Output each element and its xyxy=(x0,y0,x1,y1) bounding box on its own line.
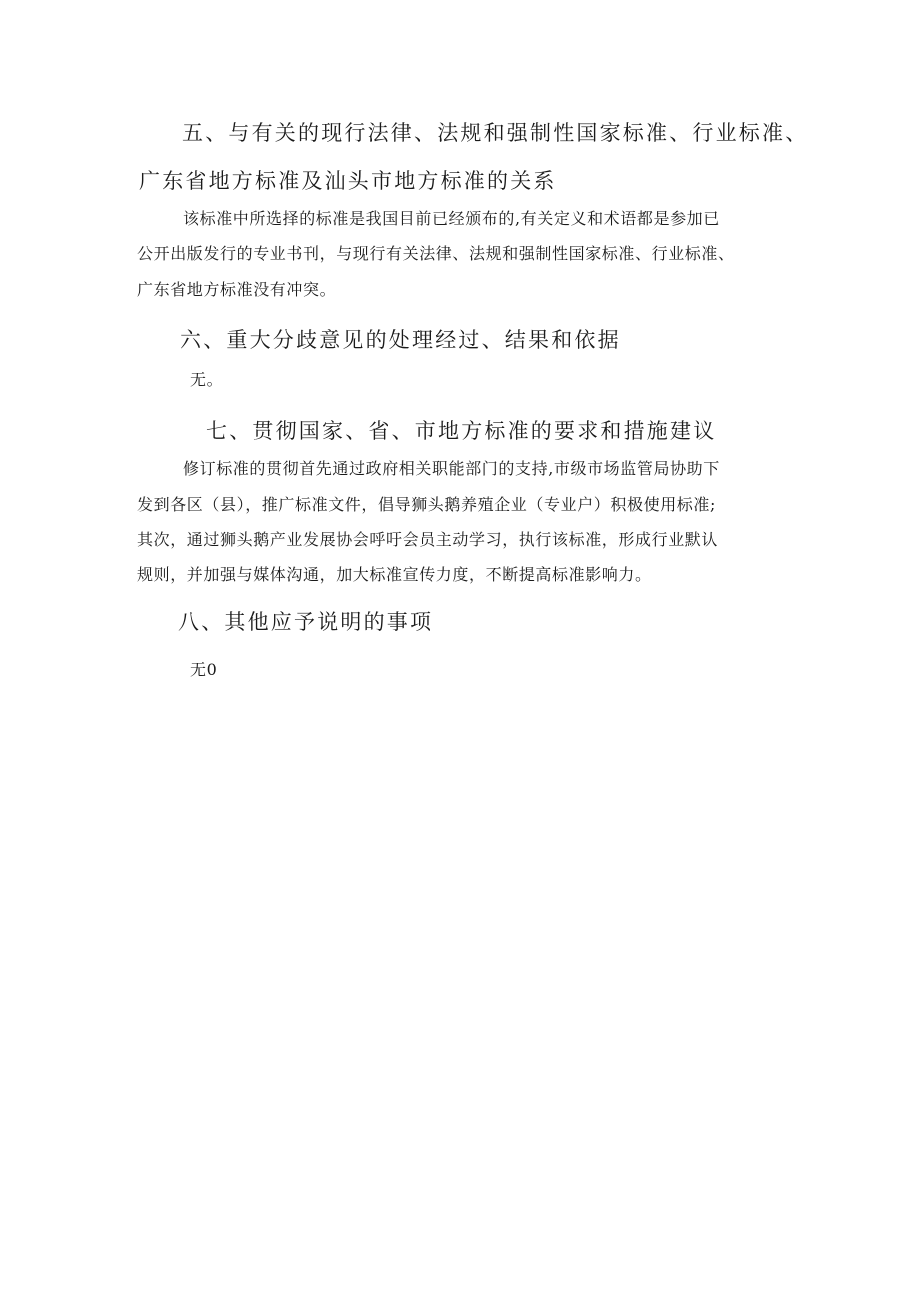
section5-heading-line1: 五、与有关的现行法律、法规和强制性国家标准、行业标准、 xyxy=(182,121,809,145)
section7-heading: 七、贯彻国家、省、市地方标准的要求和措施建议 xyxy=(206,419,717,443)
section5-body-line2: 公开出版发行的专业书刊，与现行有关法律、法规和强制性国家标准、行业标准、 xyxy=(137,244,735,263)
section8-body: 无0 xyxy=(190,660,218,679)
section7-body-line1: 修订标准的贯彻首先通过政府相关职能部门的支持,市级市场监管局协助下 xyxy=(183,459,720,478)
section5-body-line1: 该标准中所选择的标准是我国目前已经颁布的,有关定义和术语都是参加已 xyxy=(183,209,720,228)
section7-body-line4: 规则，并加强与媒体沟通，加大标准宣传力度，不断提高标准影响力。 xyxy=(137,565,652,584)
section5-body-line3: 广东省地方标准没有冲突。 xyxy=(137,280,337,299)
section6-body: 无。 xyxy=(190,370,224,389)
section7-body-line2: 发到各区（县），推广标准文件，倡导狮头鹅养殖企业（专业户）积极使用标准; xyxy=(137,495,716,514)
section8-heading: 八、其他应予说明的事项 xyxy=(178,610,434,634)
section7-body-line3: 其次，通过狮头鹅产业发展协会呼吁会员主动学习，执行该标准，形成行业默认 xyxy=(137,530,719,549)
section5-heading-line2: 广东省地方标准及汕头市地方标准的关系 xyxy=(139,169,557,193)
section6-heading: 六、重大分歧意见的处理经过、结果和依据 xyxy=(180,328,621,352)
